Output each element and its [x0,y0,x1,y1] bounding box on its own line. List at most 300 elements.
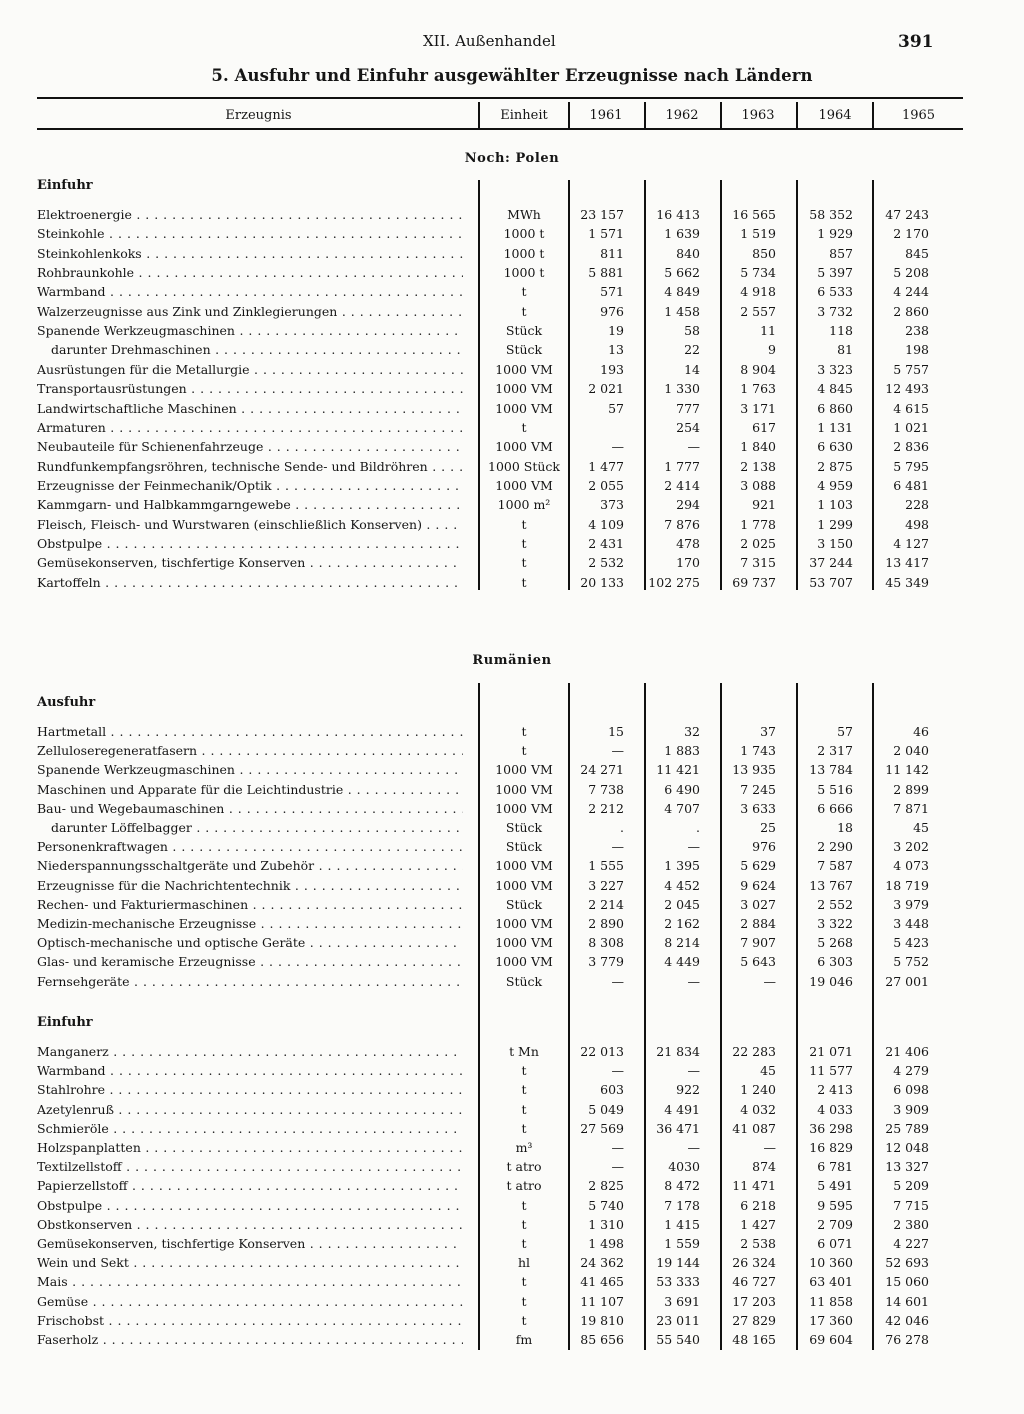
table-row [0,1061,1024,1080]
product-name: Steinkohlenkoks . . . [37,244,463,263]
value-cell: 4 109 [588,516,624,532]
unit-cell: 1000 t [503,226,545,242]
unit-cell: t [521,516,527,532]
value-cell: 48 165 [732,1332,776,1347]
table-row [0,1100,1024,1119]
value-cell: 2 214 [588,896,624,912]
product-name: Glas- und keramische Erzeugnisse . . . [37,952,463,971]
value-cell: 11 858 [809,1293,853,1309]
value-cell: 7 871 [893,800,929,816]
table-row [0,895,1024,914]
value-cell: 6 490 [664,781,700,797]
value-cell: 3 732 [817,303,853,319]
value-cell: 4 227 [893,1236,929,1251]
product-name: Zelluloseregeneratfasern . . . [37,741,463,760]
value-cell: 1 299 [817,516,853,532]
value-cell: 2 431 [588,535,624,551]
value-cell: 4 033 [817,1101,853,1117]
unit-cell: Stück [505,839,543,855]
value-cell: — [611,743,624,759]
value-cell: 46 [913,724,929,739]
value-cell: 2 884 [740,916,776,931]
unit-cell: 1000 VM [495,781,553,797]
value-cell: 4 845 [817,381,853,397]
column-rule [644,102,646,128]
value-cell: 25 789 [885,1120,929,1136]
table-row [0,1292,1024,1311]
value-cell: 12 048 [885,1140,929,1155]
value-cell: 3 088 [740,477,776,493]
value-cell: 41 465 [580,1274,624,1290]
table-row [0,457,1024,476]
table-row [0,818,1024,837]
value-cell: 4030 [668,1159,700,1175]
unit-cell: 1000 Stück [488,458,560,474]
product-name: Niederspannungsschaltgeräte und Zubehör . . . [37,856,463,875]
product-name: Obstpulpe . . . [37,534,463,553]
table-row [0,1119,1024,1138]
table-row [0,399,1024,418]
value-cell: 19 046 [809,973,853,989]
product-name: Stahlrohre . . . [37,1080,463,1099]
product-name: Mais . . . [37,1272,463,1291]
unit-cell: 1000 t [503,265,545,281]
value-cell: 25 [760,820,776,835]
product-name: Azetylenruß . . . [37,1100,463,1119]
value-cell: 1 639 [664,226,700,242]
product-name: Transportausrüstungen . . . [37,379,463,398]
unit-cell: 1000 VM [495,381,553,397]
column-header-unit: Einheit [500,108,548,123]
value-cell: 5 734 [740,265,776,281]
unit-cell: 1000 m² [497,497,551,513]
product-name: Maschinen und Apparate für die Leichtindustrie . . . [37,780,463,799]
value-cell: 4 244 [893,284,929,300]
value-cell: 845 [905,245,929,261]
table-row [0,1234,1024,1253]
value-cell: 238 [905,323,929,339]
unit-cell: t [521,284,527,300]
value-cell: 11 577 [809,1063,853,1079]
value-cell: 2 045 [664,896,700,912]
table-title: 5. Ausfuhr und Einfuhr ausgewählter Erzeugnisse nach Ländern [211,66,813,85]
unit-cell: 1000 VM [495,477,553,493]
value-cell: 2 025 [740,535,776,551]
table-row [0,1138,1024,1157]
value-cell: 1 131 [817,419,853,435]
value-cell: 5 423 [893,935,929,951]
value-cell: 20 133 [580,574,624,590]
value-cell: — [687,1140,700,1155]
value-cell [570,418,624,437]
product-name: Warmband . . . [37,1061,463,1080]
value-cell: 4 279 [893,1063,929,1079]
unit-cell: t Mn [509,1044,539,1059]
value-cell: 5 049 [588,1101,624,1117]
product-name: Gemüsekonserven, tischfertige Konserven . . . [37,553,463,572]
value-cell: 6 666 [817,800,853,816]
product-name: Frischobst . . . [37,1311,463,1330]
value-cell: 37 244 [809,555,853,571]
value-cell: 13 767 [809,877,853,893]
value-cell: 193 [600,361,624,377]
table-row [0,952,1024,971]
unit-cell: 1000 VM [495,935,553,951]
value-cell: 11 421 [656,762,700,778]
value-cell: 2 836 [893,439,929,455]
table-row [0,224,1024,243]
product-name: Gemüse . . . [37,1292,463,1311]
value-cell: 603 [600,1082,624,1098]
value-cell: 2 552 [817,896,853,912]
value-cell: 81 [837,342,853,358]
product-name: Kammgarn- und Halbkammgarngewebe . . . [37,495,463,514]
value-cell: 170 [676,555,700,571]
value-cell: 52 693 [885,1255,929,1271]
table-row [0,722,1024,741]
column-header-year: 1961 [589,108,623,123]
value-cell: 6 630 [817,439,853,455]
table-row [0,1253,1024,1272]
value-cell: 5 740 [588,1197,624,1213]
value-cell: . [620,820,624,835]
value-cell: 23 157 [580,207,624,222]
value-cell: 294 [676,497,700,513]
product-name: Schmieröle . . . [37,1119,463,1138]
value-cell: 2 557 [740,303,776,319]
unit-cell: 1000 VM [495,916,553,931]
value-cell: 2 170 [893,226,929,242]
value-cell: 5 662 [664,265,700,281]
product-name: Optisch-mechanische und optische Geräte . . . [37,933,463,952]
unit-cell: 1000 VM [495,800,553,816]
product-name: Warmband . . . [37,282,463,301]
unit-cell: t [521,1063,527,1079]
value-cell: 3 202 [893,839,929,855]
value-cell: 11 142 [885,762,929,778]
value-cell: 478 [676,535,700,551]
table-row [0,573,1024,592]
value-cell: 102 275 [648,574,700,590]
value-cell: 7 907 [740,935,776,951]
value-cell: — [763,1140,776,1155]
value-cell: 42 046 [885,1312,929,1328]
unit-cell: t atro [506,1178,542,1194]
table-row [0,244,1024,263]
value-cell: 922 [676,1082,700,1098]
unit-cell: 1000 VM [495,877,553,893]
table-row [0,553,1024,572]
table-row [0,534,1024,553]
value-cell: 6 533 [817,284,853,300]
value-cell: 14 [684,361,700,377]
value-cell: 8 214 [664,935,700,951]
value-cell: 57 [837,724,853,739]
product-name: Neubauteile für Schienenfahrzeuge . . . [37,437,463,456]
table-row [0,1311,1024,1330]
value-cell: 18 719 [885,877,929,893]
product-name: Erzeugnisse für die Nachrichtentechnik . . . [37,876,463,895]
value-cell: 1 498 [588,1236,624,1251]
product-name: darunter Drehmaschinen . . . [51,340,463,359]
unit-cell: t [521,1312,527,1328]
value-cell: 3 909 [893,1101,929,1117]
value-cell: 3 150 [817,535,853,551]
unit-cell: t [521,1197,527,1213]
value-cell: 5 491 [817,1178,853,1194]
value-cell: 2 414 [664,477,700,493]
value-cell: 498 [905,516,929,532]
value-cell: 1 519 [740,226,776,242]
unit-cell: t [521,574,527,590]
unit-cell: t [521,1216,527,1232]
value-cell: 5 795 [893,458,929,474]
value-cell: 6 218 [740,1197,776,1213]
value-cell: 26 324 [732,1255,776,1271]
value-cell: 1 929 [817,226,853,242]
value-cell: 16 829 [809,1140,853,1155]
table-row [0,856,1024,875]
product-name: Steinkohle . . . [37,224,463,243]
column-rule [568,102,570,128]
value-cell: 7 178 [664,1197,700,1213]
value-cell: 1 777 [664,458,700,474]
value-cell: 13 784 [809,762,853,778]
value-cell: 58 [684,323,700,339]
column-rule [872,102,874,128]
value-cell: 1 240 [740,1082,776,1098]
value-cell: 4 959 [817,477,853,493]
value-cell: 254 [676,419,700,435]
unit-cell: t [521,555,527,571]
value-cell: 7 315 [740,555,776,571]
value-cell: 19 810 [580,1312,624,1328]
value-cell: 53 333 [656,1274,700,1290]
value-cell: 27 001 [885,973,929,989]
table-row [0,876,1024,895]
value-cell: 3 979 [893,896,929,912]
value-cell: 17 360 [809,1312,853,1328]
value-cell: — [611,439,624,455]
value-cell: 7 245 [740,781,776,797]
unit-cell: Stück [505,323,543,339]
value-cell: 3 779 [588,954,624,970]
table-row [0,1330,1024,1349]
value-cell: — [687,1063,700,1079]
value-cell: 3 322 [817,916,853,931]
value-cell: 1 103 [817,497,853,513]
product-name: Rechen- und Fakturiermaschinen . . . [37,895,463,914]
table-row [0,972,1024,991]
value-cell: — [687,839,700,855]
value-cell: 15 [608,724,624,739]
unit-cell: 1000 VM [495,361,553,377]
value-cell: — [611,1063,624,1079]
value-cell: 118 [829,323,853,339]
value-cell: 4 073 [893,858,929,874]
value-cell: 857 [829,245,853,261]
value-cell: 976 [600,303,624,319]
table-row [0,1196,1024,1215]
value-cell: 4 491 [664,1101,700,1117]
table-row [0,282,1024,301]
value-cell: 5 516 [817,781,853,797]
table-row [0,760,1024,779]
value-cell: 36 471 [656,1120,700,1136]
value-cell: 5 629 [740,858,776,874]
value-cell: 4 032 [740,1101,776,1117]
value-cell: 1 555 [588,858,624,874]
value-cell: 2 875 [817,458,853,474]
value-cell: 3 448 [893,916,929,931]
top-rule [37,97,963,99]
value-cell: 7 715 [893,1197,929,1213]
value-cell: 19 [608,323,624,339]
value-cell: 58 352 [809,207,853,222]
value-cell: 1 763 [740,381,776,397]
product-name: Papierzellstoff . . . [37,1176,463,1195]
value-cell: 840 [676,245,700,261]
value-cell: 811 [600,245,624,261]
value-cell: 2 317 [817,743,853,759]
value-cell: 45 349 [885,574,929,590]
value-cell: 2 040 [893,743,929,759]
value-cell: 8 472 [664,1178,700,1194]
table-row [0,515,1024,534]
value-cell: 23 011 [656,1312,700,1328]
table-row [0,321,1024,340]
value-cell: 3 171 [740,400,776,416]
unit-cell: 1000 t [503,245,545,261]
value-cell: 2 825 [588,1178,624,1194]
table-row [0,1272,1024,1291]
value-cell: 921 [752,497,776,513]
unit-cell: fm [515,1332,533,1347]
value-cell: 12 493 [885,381,929,397]
value-cell: 198 [905,342,929,358]
value-cell: 63 401 [809,1274,853,1290]
unit-cell: t [521,1293,527,1309]
value-cell: 4 615 [893,400,929,416]
table-row [0,1080,1024,1099]
value-cell: 8 308 [588,935,624,951]
unit-cell: Stück [505,896,543,912]
column-header-year: 1962 [665,108,699,123]
value-cell: 41 087 [732,1120,776,1136]
value-cell: 2 899 [893,781,929,797]
value-cell: 777 [676,400,700,416]
value-cell: 5 209 [893,1178,929,1194]
value-cell: 1 330 [664,381,700,397]
column-header-year: 1963 [741,108,775,123]
value-cell: — [611,1140,624,1155]
unit-cell: 1000 VM [495,954,553,970]
value-cell: 1 021 [893,419,929,435]
table-row [0,340,1024,359]
value-cell: 22 013 [580,1044,624,1059]
value-cell: 9 595 [817,1197,853,1213]
flow-heading: Einfuhr [37,178,93,193]
table-row [0,302,1024,321]
value-cell: 13 417 [885,555,929,571]
unit-cell: t [521,1101,527,1117]
product-name: Erzeugnisse der Feinmechanik/Optik . . . [37,476,463,495]
product-name: Textilzellstoff . . . [37,1157,463,1176]
value-cell: 2 138 [740,458,776,474]
product-name: Obstkonserven . . . [37,1215,463,1234]
value-cell: 11 [760,323,776,339]
flow-heading: Einfuhr [37,1015,93,1030]
unit-cell: t [521,724,527,739]
value-cell: 1 571 [588,226,624,242]
value-cell: 45 [913,820,929,835]
product-name: Kartoffeln . . . [37,573,463,592]
value-cell: 1 310 [588,1216,624,1232]
unit-cell: t [521,303,527,319]
value-cell: 46 727 [732,1274,776,1290]
value-cell: — [763,973,776,989]
unit-cell: t [521,1274,527,1290]
unit-cell: MWh [507,207,541,222]
value-cell: 3 323 [817,361,853,377]
product-name: Spanende Werkzeugmaschinen . . . [37,760,463,779]
column-header-year: 1965 [901,108,936,123]
table-row [0,1157,1024,1176]
table-row [0,914,1024,933]
product-name: Manganerz . . . [37,1042,463,1061]
table-row [0,360,1024,379]
table-row [0,741,1024,760]
value-cell: 1 743 [740,743,776,759]
value-cell: 5 881 [588,265,624,281]
table-row [0,437,1024,456]
value-cell: 617 [752,419,776,435]
value-cell: 21 834 [656,1044,700,1059]
value-cell: 9 [768,342,776,358]
value-cell: 2 380 [893,1216,929,1232]
value-cell: 5 397 [817,265,853,281]
value-cell: 2 290 [817,839,853,855]
value-cell: 6 781 [817,1159,853,1175]
unit-cell: t [521,1082,527,1098]
table-row [0,379,1024,398]
value-cell: 11 107 [580,1293,624,1309]
table-row [0,418,1024,437]
page-number: 391 [898,32,934,52]
value-cell: 3 027 [740,896,776,912]
unit-cell: t [521,1120,527,1136]
value-cell: 5 757 [893,361,929,377]
value-cell: 1 415 [664,1216,700,1232]
value-cell: 6 303 [817,954,853,970]
unit-cell: 1000 VM [495,858,553,874]
column-rule [478,102,480,128]
product-name: Rohbraunkohle . . . [37,263,463,282]
value-cell: 571 [600,284,624,300]
value-cell: 7 738 [588,781,624,797]
product-name: Medizin-mechanische Erzeugnisse . . . [37,914,463,933]
value-cell: 24 271 [580,762,624,778]
product-name: Armaturen . . . [37,418,463,437]
value-cell: 57 [608,400,624,416]
value-cell: 47 243 [885,207,929,222]
value-cell: 4 707 [664,800,700,816]
value-cell: 2 021 [588,381,624,397]
value-cell: 10 360 [809,1255,853,1271]
value-cell: 4 918 [740,284,776,300]
value-cell: 7 587 [817,858,853,874]
table-row [0,933,1024,952]
